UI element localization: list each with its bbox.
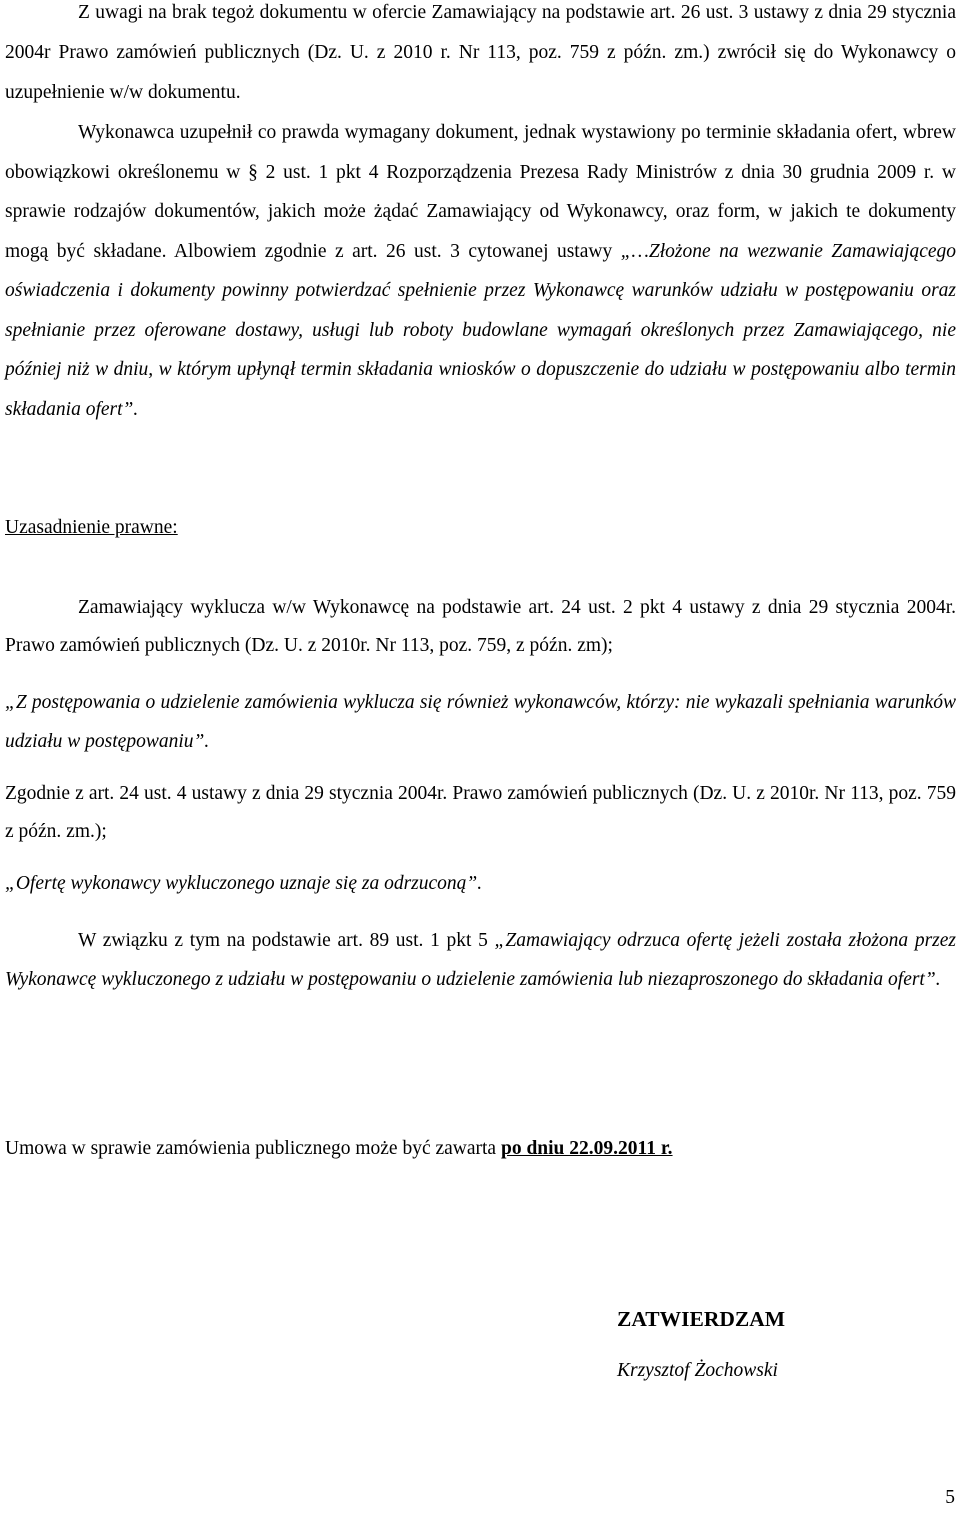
contract-date: po dniu 22.09.2011 r. [500, 1138, 673, 1159]
rejection-basis-paragraph: Zgodnie z art. 24 ust. 4 ustawy z dnia 29 stycznia 2004r. Prawo zamówień publicznych (Dz. U. z 2010r. Nr 113, poz. 759 z późn. zm.); [5, 783, 956, 842]
intro-text: Z uwagi na brak tegoż dokumentu w ofercie Zamawiający na podstawie art. 26 ust. 3 ustawy z dnia 29 stycznia 2004r Prawo zamówień publicznych (Dz. U. z 2010 r. Nr 113, poz. 759 z późn. zm.) zwrócił się do Wykonawcy o uzupełnienie w/w dokumentu. [5, 2, 956, 103]
intro-paragraph [5, 0, 956, 113]
supplement-quote: „…Złożone na wezwanie Zamawiającego oświadczenia i dokumenty powinny potwierdzać spełnienie przez Wykonawcę warunków udziału w postępowaniu oraz spełnianie przez oferowane dostawy, usługi lub roboty budowlane wymagań określonych przez Zamawiającego, nie później niż w dniu, w którym upłynął termin składania wniosków o dopuszczenie do udziału w postępowaniu albo termin składania ofert”. [5, 240, 956, 420]
approval-label: ZATWIERDZAM [617, 1307, 786, 1331]
exclusion-quote: „Z postępowania o udzielenie zamówienia wyklucza się również wykonawców, którzy: nie wykazali spełniania warunków udziału w postępowaniu”. [5, 692, 956, 752]
rejection-text-quote: „Zamawiający odrzuca ofertę jeżeli została złożona przez Wykonawcę wykluczonego z udziału w postępowaniu o udzielenie zamówienia lub niezaproszonego do składania ofert”. [5, 930, 956, 990]
supplement-paragraph [5, 113, 956, 429]
exclusion-paragraph: Zamawiający wyklucza w/w Wykonawcę na podstawie art. 24 ust. 2 pkt 4 ustawy z dnia 29 stycznia 2004r. Prawo zamówień publicznych (Dz. U. z 2010r. Nr 113, poz. 759, z późn. zm); [5, 597, 956, 656]
rejection-quote: „Ofertę wykonawcy wykluczonego uznaje się za odrzuconą”. [5, 873, 483, 894]
contract-paragraph [5, 1134, 956, 1164]
legal-basis-heading: Uzasadnienie prawne: [5, 517, 178, 538]
supplement-text: Wykonawca uzupełnił co prawda wymagany dokument, jednak wystawiony po terminie składania ofert, wbrew obowiązkowi określonemu w § 2 ust. 1 pkt 4 Rozporządzenia Prezesa Rady Ministrów z dnia 30 grudnia 2009 r. w sprawie rodzajów dokumentów, jakich może żądać Zamawiający od Wykonawcy, oraz form, w jakich te dokumenty mogą być składane. Albowiem zgodnie z art. 26 ust. 3 cytowanej ustawy [5, 122, 956, 262]
contract-text: Umowa w sprawie zamówienia publicznego może być zawarta [5, 1138, 501, 1159]
signatory-name: Krzysztof Żochowski [617, 1360, 778, 1381]
page-number: 5 [945, 1487, 955, 1508]
rejection-paragraph [5, 921, 956, 999]
rejection-text: W związku z tym na podstawie art. 89 ust. 1 pkt 5 [78, 930, 495, 951]
